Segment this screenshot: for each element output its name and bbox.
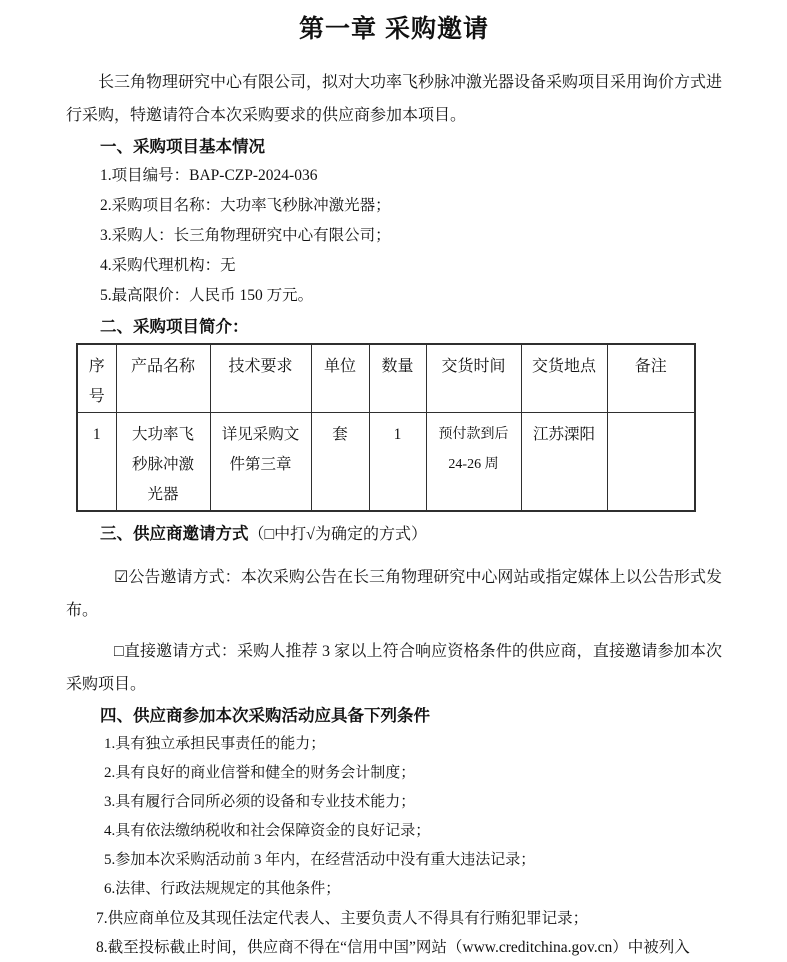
- section3-heading-note: （□中打√为确定的方式）: [248, 526, 427, 543]
- section3-heading-bold: 三、供应商邀请方式: [100, 525, 249, 543]
- section4-heading: 四、供应商参加本次采购活动应具备下列条件: [100, 707, 430, 725]
- table-row: [77, 413, 695, 512]
- header-cell-delivery-time: 交货时间: [426, 344, 521, 413]
- condition-item-7: 7.供应商单位及其现任法定代表人、主要负责人不得具有行贿犯罪记录；: [96, 910, 589, 927]
- header-cell-qty: 数量: [369, 344, 426, 413]
- list-item-project-number: 1.项目编号：BAP-CZP-2024-036: [100, 167, 318, 184]
- condition-item-5: 5.参加本次采购活动前 3 年内，在经营活动中没有重大违法记录；: [104, 852, 536, 868]
- header-cell-seq: 序号: [77, 344, 116, 413]
- condition-item-3: 3.具有履行合同所必须的设备和专业技术能力；: [104, 794, 416, 810]
- list-item-project-name: 2.采购项目名称：大功率飞秒脉冲激光器；: [100, 197, 391, 214]
- header-cell-tech: 技术要求: [210, 344, 311, 413]
- cell-unit: 套: [311, 413, 369, 512]
- chapter-title: 第一章 采购邀请: [299, 15, 489, 43]
- condition-item-4: 4.具有依法缴纳税收和社会保障资金的良好记录；: [104, 823, 431, 839]
- section1-heading: 一、采购项目基本情况: [100, 138, 265, 156]
- header-cell-remark: 备注: [607, 344, 695, 413]
- cell-delivery-time: 预付款到后 24-26 周: [426, 413, 521, 512]
- cell-qty: 1: [369, 413, 426, 512]
- condition-item-1: 1.具有独立承担民事责任的能力；: [104, 736, 326, 752]
- option-announcement-invitation: ☑公告邀请方式：本次采购公告在长三角物理研究中心网站或指定媒体上以公告形式发布。: [66, 569, 722, 619]
- cell-delivery-place: 江苏溧阳: [521, 413, 607, 512]
- table-header-row: [77, 344, 695, 413]
- cell-remark: [607, 413, 695, 512]
- list-item-purchaser: 3.采购人：长三角物理研究中心有限公司；: [100, 227, 391, 244]
- cell-tech: 详见采购文件第三章: [210, 413, 311, 512]
- section3-heading: [66, 521, 722, 548]
- list-item-agency: 4.采购代理机构：无: [100, 257, 236, 274]
- product-table: [76, 343, 696, 512]
- condition-item-6: 6.法律、行政法规规定的其他条件；: [104, 881, 341, 897]
- list-item-price-limit: 5.最高限价：人民币 150 万元。: [100, 287, 314, 304]
- condition-item-2: 2.具有良好的商业信誉和健全的财务会计制度；: [104, 765, 416, 781]
- cell-product: 大功率飞秒脉冲激光器: [116, 413, 210, 512]
- section2-heading: 二、采购项目简介：: [100, 318, 249, 336]
- intro-paragraph: 长三角物理研究中心有限公司，拟对大功率飞秒脉冲激光器设备采购项目采用询价方式进行采购，特邀请符合本次采购要求的供应商参加本项目。: [66, 74, 723, 124]
- header-cell-unit: 单位: [311, 344, 369, 413]
- header-cell-product: 产品名称: [116, 344, 210, 413]
- cell-seq: 1: [77, 413, 116, 512]
- condition-item-8: 8.截至投标截止时间，供应商不得在“信用中国”网站（www.creditchina.gov.cn）中被列入: [96, 939, 690, 956]
- option-direct-invitation: □直接邀请方式：采购人推荐 3 家以上符合响应资格条件的供应商，直接邀请参加本次采购项目。: [66, 643, 722, 693]
- header-cell-delivery-place: 交货地点: [521, 344, 607, 413]
